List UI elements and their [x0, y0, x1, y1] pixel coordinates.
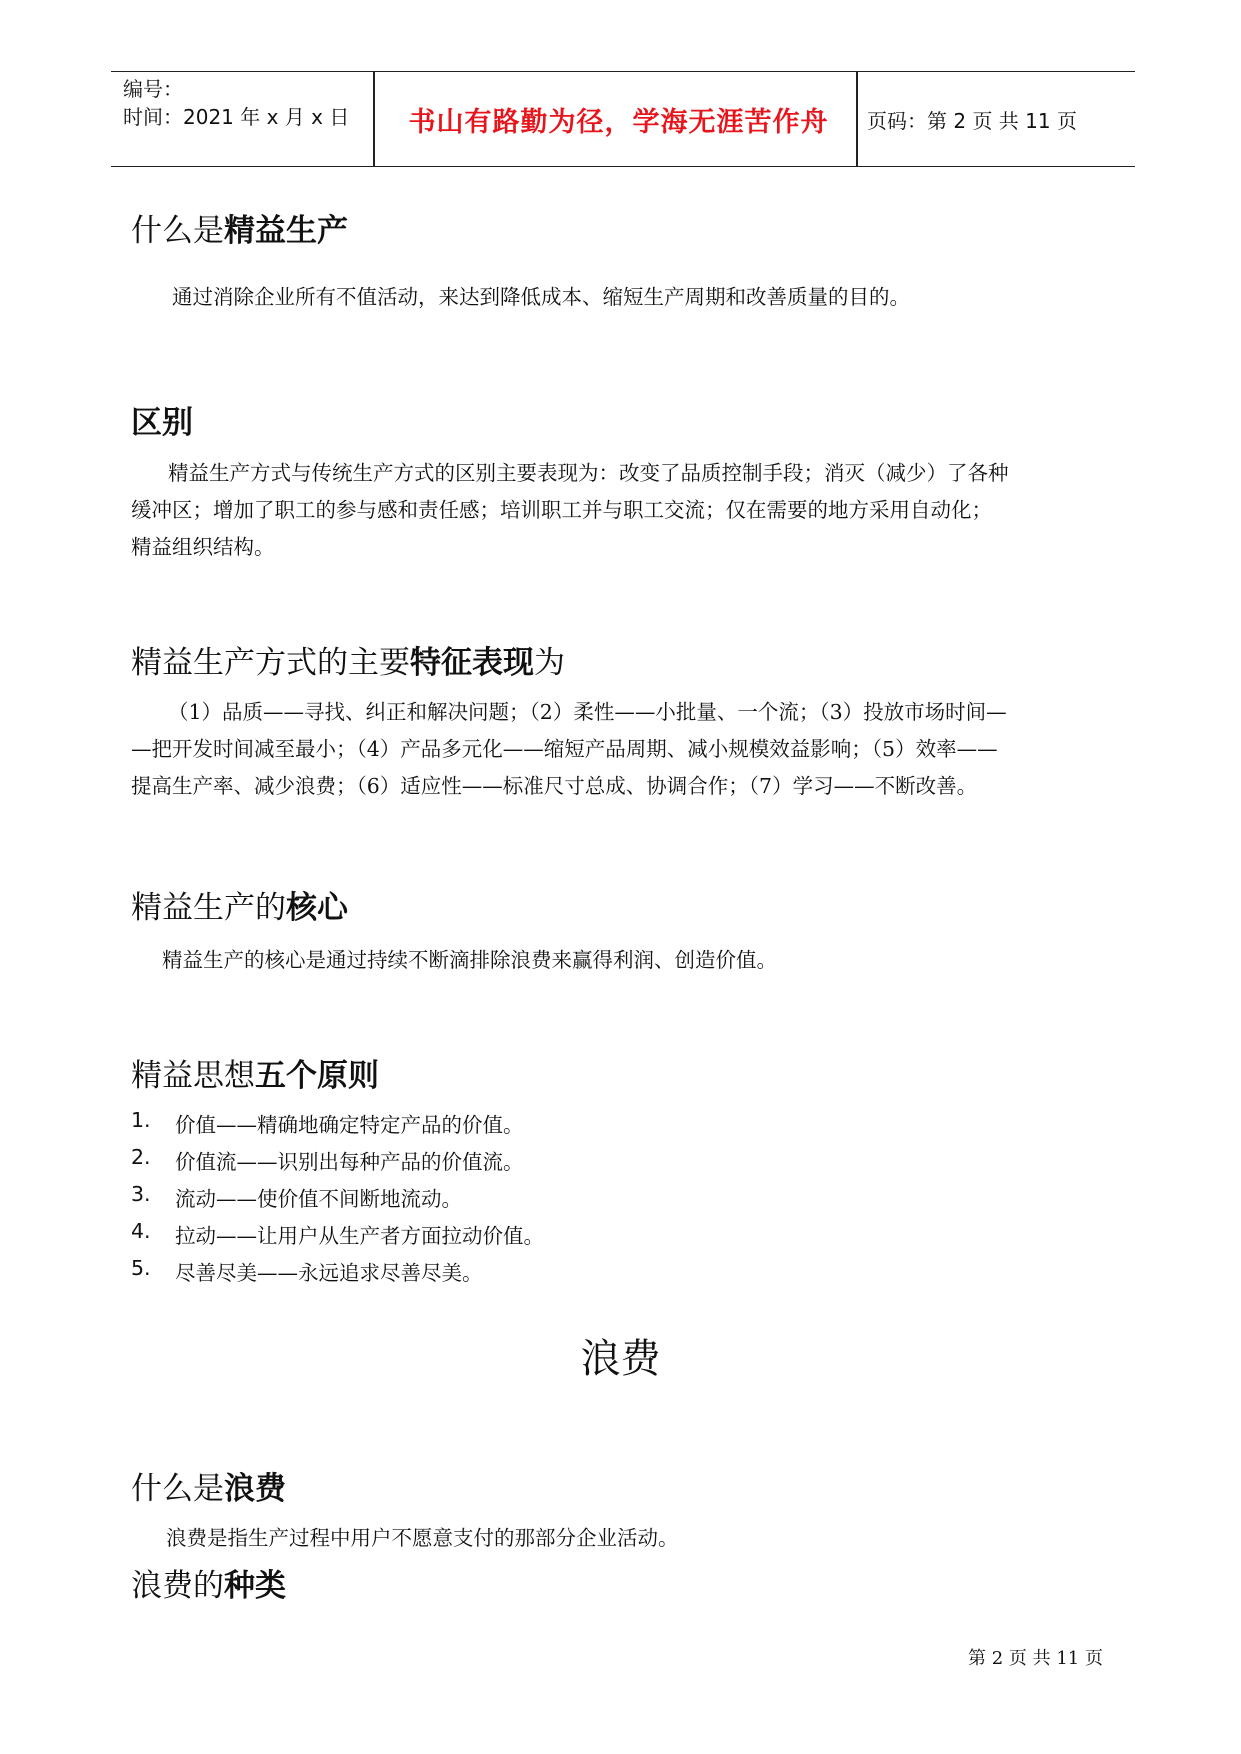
heading-prefix: 浪费的: [131, 1568, 224, 1604]
paragraph-line: —把开发时间减至最小；（4）产品多元化——缩短产品周期、减小规模效益影响；（5）效率——: [131, 737, 998, 761]
heading-bold: 浪费: [224, 1471, 286, 1507]
list-item-text: 尽善尽美——永远追求尽善尽美。: [175, 1261, 483, 1285]
header-divider: [856, 72, 858, 166]
heading-features: [131, 637, 565, 682]
paragraph-line: 精益生产方式与传统生产方式的区别主要表现为：改变了品质控制手段；消灭（减少）了各种: [168, 461, 1009, 485]
list-item-number: 2.: [131, 1145, 151, 1169]
list-item-number: 1.: [131, 1108, 151, 1132]
list-item-text: 价值流——识别出每种产品的价值流。: [175, 1150, 524, 1174]
heading-prefix: 精益思想: [131, 1058, 255, 1094]
header-page-code: 页码：第 2 页 共 11 页: [867, 109, 1077, 133]
list-item-text: 价值——精确地确定特定产品的价值。: [175, 1113, 524, 1137]
paragraph-features: [131, 694, 1007, 805]
heading-bold: 区别: [131, 405, 193, 441]
heading-suffix: 为: [534, 645, 565, 681]
paragraph-lean-definition: 通过消除企业所有不值活动，来达到降低成本、缩短生产周期和改善质量的目的。: [172, 285, 910, 309]
paragraph-line: 提高生产率、减少浪费；（6）适应性——标准尺寸总成、协调合作；（7）学习——不断改善。: [131, 774, 978, 798]
header-motto: 书山有路勤为径，学海无涯苦作舟: [408, 106, 829, 138]
paragraph-line: 精益组织结构。: [131, 535, 275, 559]
heading-principles: [131, 1050, 379, 1095]
heading-waste-types: [131, 1560, 286, 1605]
heading-bold: 五个原则: [255, 1058, 379, 1094]
header-divider: [373, 72, 375, 166]
heading-prefix: 什么是: [131, 213, 224, 249]
paragraph-line: （1）品质——寻找、纠正和解决问题；（2）柔性——小批量、一个流；（3）投放市场时间—: [168, 700, 1007, 724]
heading-bold: 种类: [224, 1568, 286, 1604]
heading-prefix: 什么是: [131, 1471, 224, 1507]
list-item-number: 3.: [131, 1182, 151, 1206]
paragraph-waste-definition: 浪费是指生产过程中用户不愿意支付的那部分企业活动。: [166, 1526, 679, 1550]
paragraph-difference: [131, 455, 1009, 566]
heading-prefix: 精益生产的: [131, 890, 286, 926]
header-meta: [123, 75, 349, 131]
page-header: [111, 71, 1135, 167]
heading-bold: 精益生产: [224, 213, 348, 249]
heading-bold: 核心: [286, 890, 348, 926]
heading-waste-what: [131, 1463, 286, 1508]
document-number-label: 编号：: [123, 77, 183, 101]
heading-bold: 特征表现: [410, 645, 534, 681]
heading-lean-what: [131, 205, 348, 250]
heading-prefix: 精益生产方式的主要: [131, 645, 410, 681]
paragraph-core: 精益生产的核心是通过持续不断滴排除浪费来赢得利润、创造价值。: [162, 948, 777, 972]
page-footer: 第 2 页 共 11 页: [968, 1648, 1103, 1669]
list-item-text: 拉动——让用户从生产者方面拉动价值。: [175, 1224, 544, 1248]
list-item-text: 流动——使价值不间断地流动。: [175, 1187, 462, 1211]
list-item-number: 5.: [131, 1256, 151, 1280]
paragraph-line: 缓冲区；增加了职工的参与感和责任感；培训职工并与职工交流；仅在需要的地方采用自动化；: [131, 498, 992, 522]
heading-core: [131, 882, 348, 927]
list-item-number: 4.: [131, 1219, 151, 1243]
document-time-label: 时间：2021 年 x 月 x 日: [123, 105, 350, 129]
heading-difference: [131, 397, 193, 442]
section-title-waste: 浪费: [580, 1336, 661, 1382]
